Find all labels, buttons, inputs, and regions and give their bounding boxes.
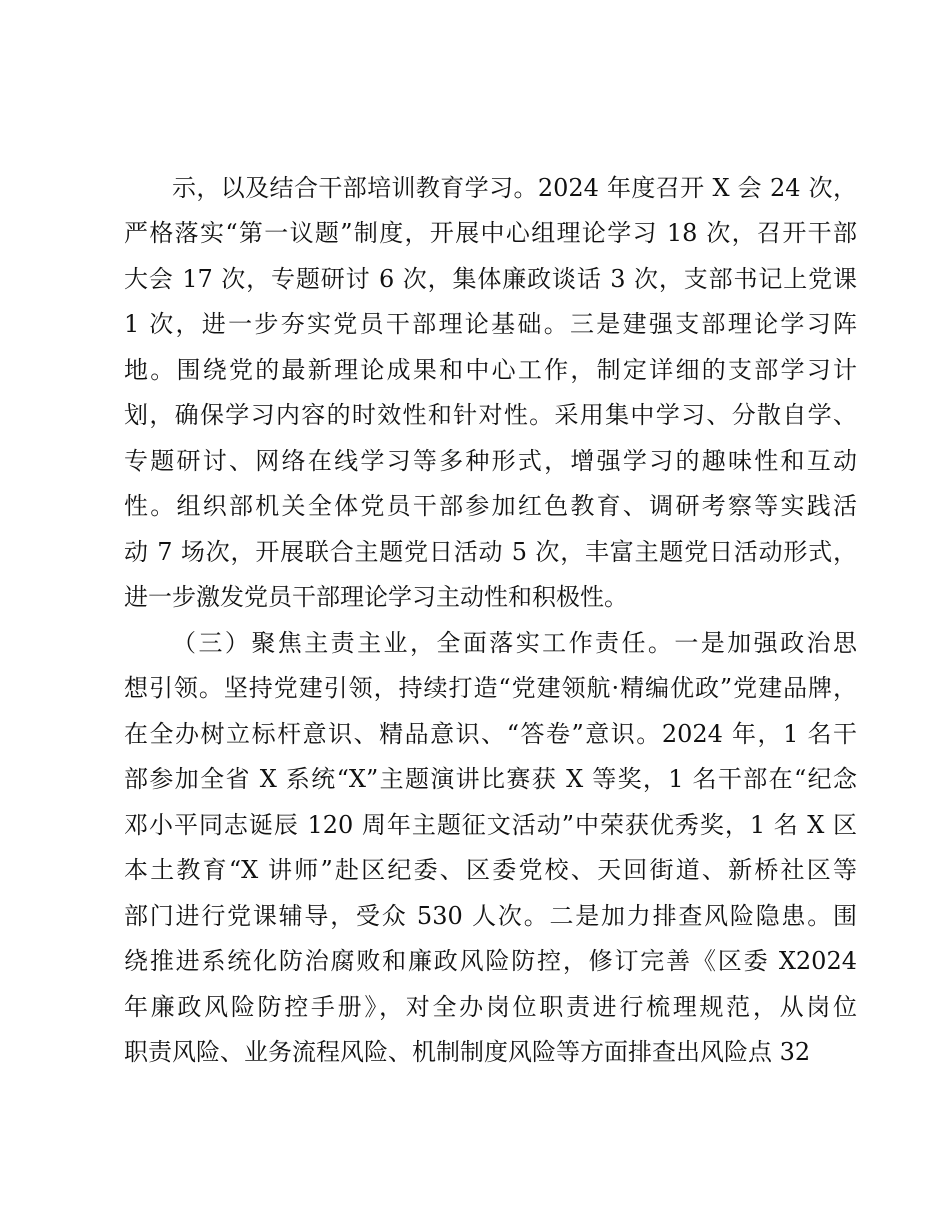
text-line: 绕推进系统化防治腐败和廉政风险防控，修订完善《区委 X2024 xyxy=(124,947,857,975)
text-line: 大会 17 次，专题研讨 6 次，集体廉政谈话 3 次，支部书记上党课 xyxy=(124,265,857,293)
text-line: 邓小平同志诞辰 120 周年主题征文活动”中荣获优秀奖，1 名 X 区 xyxy=(124,811,857,839)
text-line: 严格落实“第一议题”制度，开展中心组理论学习 18 次，召开干部 xyxy=(124,219,857,247)
text-line: 专题研讨、网络在线学习等多种形式，增强学习的趣味性和互动 xyxy=(124,447,857,475)
text-line: 进一步激发党员干部理论学习主动性和积极性。 xyxy=(124,583,628,611)
text-line: 职责风险、业务流程风险、机制制度风险等方面排查出风险点 32 xyxy=(124,1038,811,1066)
text-line: 年廉政风险防控手册》，对全办岗位职责进行梳理规范，从岗位 xyxy=(124,993,857,1021)
text-line: 性。组织部机关全体党员干部参加红色教育、调研考察等实践活 xyxy=(124,492,857,520)
text-line: 在全办树立标杆意识、精品意识、“答卷”意识。2024 年，1 名干 xyxy=(124,720,857,748)
text-line: 1 次，进一步夯实党员干部理论基础。三是建强支部理论学习阵 xyxy=(124,310,857,338)
text-line: 划，确保学习内容的时效性和针对性。采用集中学习、分散自学、 xyxy=(124,401,857,429)
text-line: 本土教育“X 讲师”赴区纪委、区委党校、天回街道、新桥社区等 xyxy=(124,856,857,884)
text-line: 部参加全省 X 系统“X”主题演讲比赛获 X 等奖，1 名干部在“纪念 xyxy=(124,765,857,793)
section-heading-line: （三）聚焦主责主业，全面落实工作责任。一是加强政治思 xyxy=(172,629,857,657)
text-line: 想引领。坚持党建引领，持续打造“党建领航·精编优政”党建品牌， xyxy=(124,674,857,702)
text-line: 示，以及结合干部培训教育学习。2024 年度召开 X 会 24 次， xyxy=(172,174,857,202)
text-line: 部门进行党课辅导，受众 530 人次。二是加力排查风险隐患。围 xyxy=(124,902,857,930)
text-line: 动 7 场次，开展联合主题党日活动 5 次，丰富主题党日活动形式， xyxy=(124,538,857,566)
text-line: 地。围绕党的最新理论成果和中心工作，制定详细的支部学习计 xyxy=(124,356,857,384)
